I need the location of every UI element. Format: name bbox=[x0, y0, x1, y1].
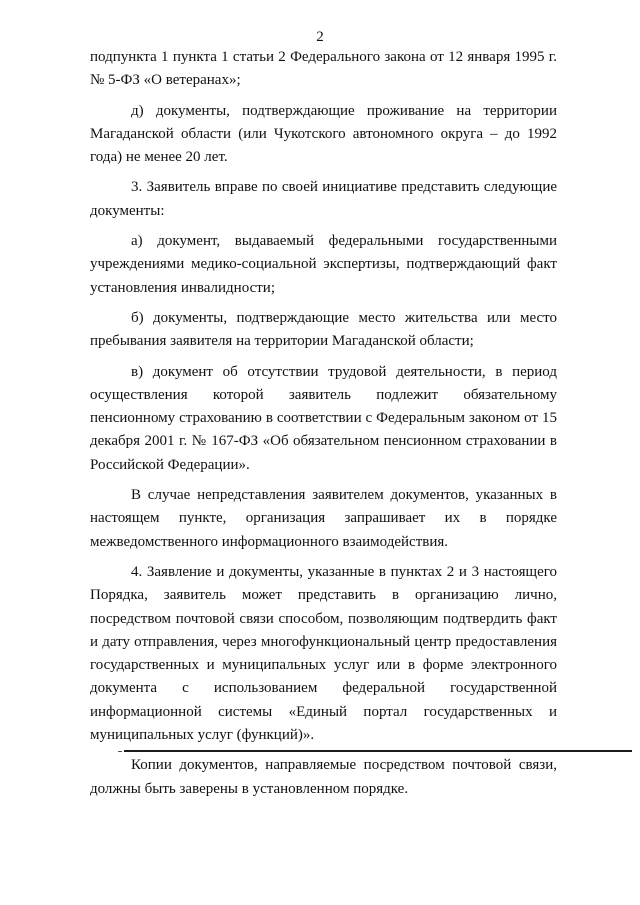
paragraph-item-a-disability: а) документ, выдаваемый федеральными государственными учреждениями медико-социальной экспертизы, подтверждающий факт установления инвалидности; bbox=[90, 233, 557, 296]
paragraph-item-d-residence: д) документы, подтверждающие проживание на территории Магаданской области (или Чукотского автономного округа – до 1992 года) не менее 20 лет. bbox=[90, 102, 557, 166]
paragraph-item-b-residence-place: б) документы, подтверждающие место жительства или место пребывания заявителя на территории Магаданской области; bbox=[90, 309, 557, 350]
paragraph-interagency-request: В случае непредставления заявителем документов, указанных в настоящем пункте, организация запрашивает их в порядке межведомственного информационного взаимодействия. bbox=[90, 487, 557, 550]
paragraph-continuation-veterans-law: подпункта 1 пункта 1 статьи 2 Федерального закона от 12 января 1995 г. № 5-ФЗ «О ветеранах»; bbox=[90, 49, 557, 89]
page-number: 2 bbox=[316, 29, 324, 45]
paragraph-clause-4: 4. Заявление и документы, указанные в пунктах 2 и 3 настоящего Порядка, заявитель может представить в организацию лично, посредством почтовой связи способом, позволяющим подтвердить факт и дату отправления, через многофункциональный центр предоставления государственных и муниципальных услуг или в форме электронного документа с использованием федеральной государственной информационной системы «Единый портал государственных и муниципальных услуг (функций)». bbox=[90, 563, 557, 744]
paragraph-item-v-no-employment: в) документ об отсутствии трудовой деятельности, в период осуществления которой заявитель подлежит обязательному пенсионному страхованию в соответствии с Федеральным законом от 15 декабря 2001 г. № 167-ФЗ «Об обязательном пенсионном страховании в Российской Федерации». bbox=[90, 363, 557, 473]
document-body bbox=[90, 46, 557, 801]
page-divider-line bbox=[124, 750, 632, 752]
paragraph-clause-3: 3. Заявитель вправе по своей инициативе представить следующие документы: bbox=[90, 179, 557, 219]
paragraph-copies-certification: Копии документов, направляемые посредством почтовой связи, должны быть заверены в установленном порядке. bbox=[90, 757, 557, 797]
